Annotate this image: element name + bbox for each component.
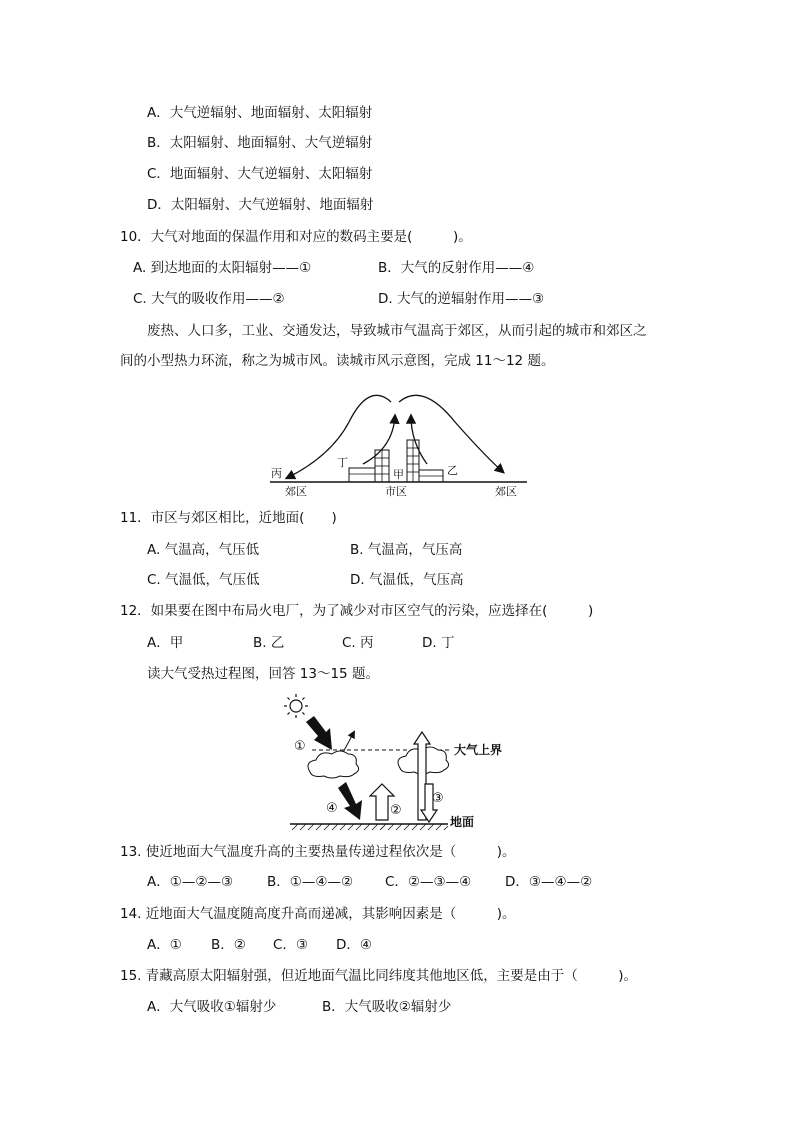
q13-option-d: D．③—④—② (505, 874, 593, 890)
q14-option-c: C．③ (273, 937, 309, 953)
cloud-left (308, 751, 359, 778)
label-jia: 甲 (393, 468, 404, 481)
arrow-4 (338, 782, 362, 820)
num-3: ③ (432, 791, 444, 806)
num-2: ② (390, 803, 402, 818)
q11-option-c: C. 气温低，气压低 (147, 572, 260, 588)
q14-option-a: A．① (147, 937, 182, 953)
q9-option-b: B．太阳辐射、地面辐射、大气逆辐射 (147, 135, 373, 151)
q11-option-a: A. 气温高，气压低 (147, 542, 260, 558)
q12-stem: 12．如果要在图中布局火电厂，为了减少对市区空气的污染，应选择在( ) (120, 603, 594, 619)
passage2-text: 读大气受热过程图，回答 13～15 题。 (147, 666, 379, 682)
passage1-line1: 废热、人口多，工业、交通发达，导致城市气温高于郊区，从而引起的城市和郊区之 (147, 323, 647, 339)
ground-hatching (292, 824, 448, 830)
q10-option-a: A. 到达地面的太阳辐射——① (133, 260, 312, 276)
q10-option-b: B．大气的反射作用——④ (378, 260, 535, 276)
q15-option-b: B．大气吸收②辐射少 (322, 999, 452, 1015)
num-4: ④ (326, 801, 338, 816)
q11-option-b: B. 气温高，气压高 (350, 542, 463, 558)
q13-option-a: A．①—②—③ (147, 874, 234, 890)
label-ground: 地面 (450, 815, 475, 829)
q12-option-b: B. 乙 (253, 635, 285, 651)
label-bing: 丙 (271, 467, 282, 480)
label-ding: 丁 (337, 456, 348, 469)
q11-option-d: D. 气温低，气压高 (350, 572, 464, 588)
label-suburb-left: 郊区 (285, 485, 307, 498)
arc-right (399, 395, 503, 472)
label-upper-atmosphere: 大气上界 (454, 743, 503, 757)
q15-option-a: A．大气吸收①辐射少 (147, 999, 277, 1015)
city-wind-diagram (265, 382, 535, 498)
num-1: ① (294, 739, 306, 754)
q13-stem: 13. 使近地面大气温度升高的主要热量传递过程依次是（ )。 (120, 844, 516, 860)
atmospheric-heating-diagram (282, 692, 522, 832)
building-left-low (349, 468, 375, 482)
q12-option-a: A．甲 (147, 635, 184, 651)
arrow-1 (306, 716, 332, 750)
label-city: 市区 (385, 485, 407, 498)
q9-option-c: C．地面辐射、大气逆辐射、太阳辐射 (147, 166, 373, 182)
rising-air-left (363, 416, 395, 464)
passage1-line2: 间的小型热力环流，称之为城市风。读城市风示意图，完成 11～12 题。 (120, 353, 555, 369)
label-suburb-right: 郊区 (495, 485, 517, 498)
q13-option-c: C．②—③—④ (385, 874, 472, 890)
q13-option-b: B．①—④—② (267, 874, 354, 890)
q9-option-d: D．太阳辐射、大气逆辐射、地面辐射 (147, 197, 374, 213)
q12-option-d: D. 丁 (422, 635, 455, 651)
q10-stem: 10．大气对地面的保温作用和对应的数码主要是( )。 (120, 229, 472, 245)
sun-icon (284, 694, 308, 718)
q9-option-a: A．大气逆辐射、地面辐射、太阳辐射 (147, 105, 373, 121)
q10-option-c: C. 大气的吸收作用——② (133, 291, 285, 307)
q14-option-b: B．② (211, 937, 246, 953)
q10-option-d: D. 大气的逆辐射作用——③ (378, 291, 545, 307)
label-yi: 乙 (447, 464, 458, 477)
q11-stem: 11．市区与郊区相比，近地面( ) (120, 510, 337, 526)
q14-option-d: D．④ (336, 937, 372, 953)
q14-stem: 14. 近地面大气温度随高度升高而递减，其影响因素是（ )。 (120, 906, 516, 922)
q12-option-c: C. 丙 (342, 635, 374, 651)
q15-stem: 15. 青藏高原太阳辐射强，但近地面气温比同纬度其他地区低，主要是由于（ )。 (120, 968, 638, 984)
